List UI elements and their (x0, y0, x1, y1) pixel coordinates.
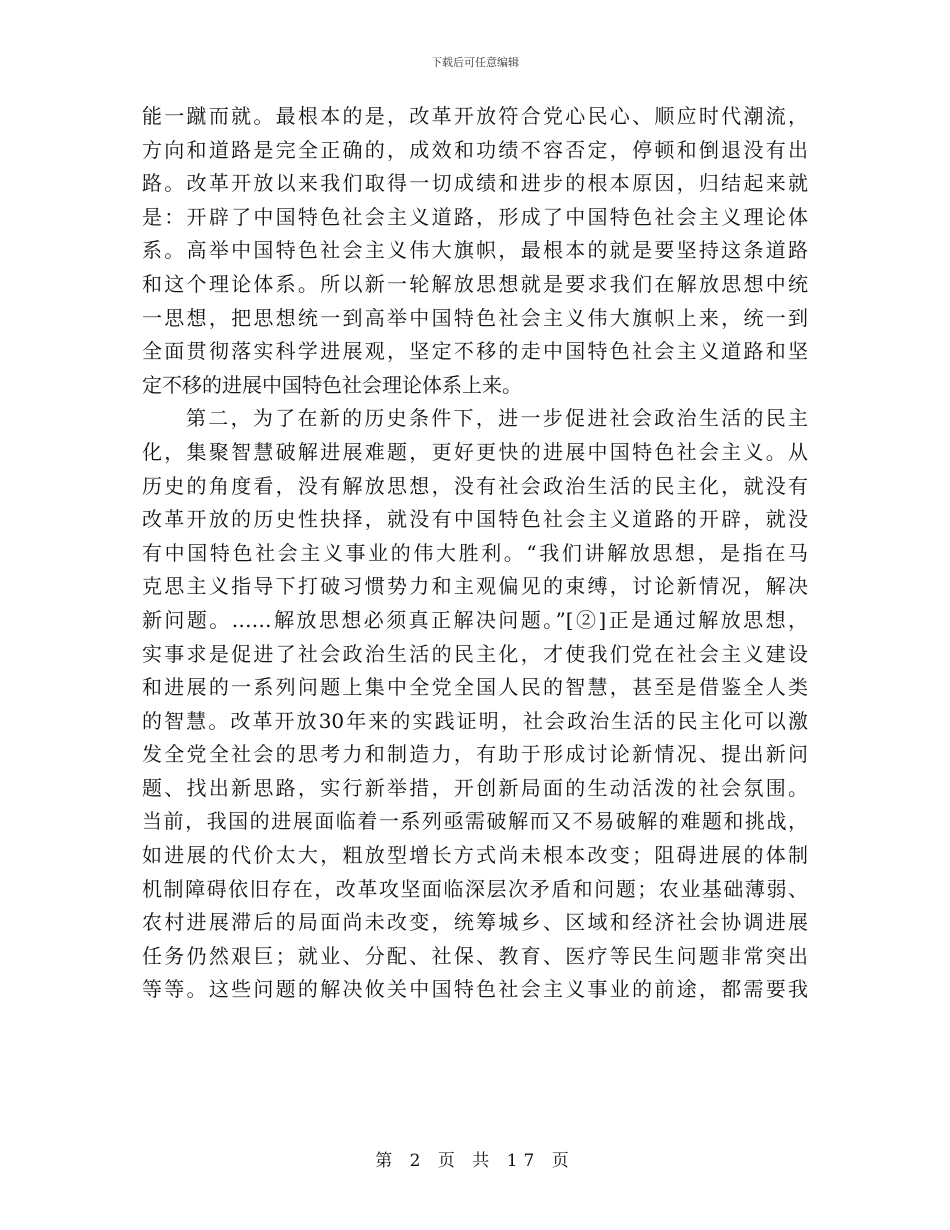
text-line: 和这个理论体系。所以新一轮解放思想就是要求我们在解放思想中统 (142, 271, 808, 296)
text-line: 全面贯彻落实科学进展观，坚定不移的走中国特色社会主义道路和坚 (142, 339, 808, 364)
text-line: 新问题。……解放思想必须真正解决问题。”[②]正是通过解放思想， (142, 607, 808, 632)
text-line: 农村进展滞后的局面尚未改变，统筹城乡、区域和经济社会协调进展 (142, 910, 808, 935)
text-line: 实事求是促进了社会政治生活的民主化，才使我们党在社会主义建设 (142, 641, 808, 666)
text-line: 有中国特色社会主义事业的伟大胜利。“我们讲解放思想，是指在马 (142, 540, 808, 565)
text-line: 第二，为了在新的历史条件下，进一步促进社会政治生活的民主 (186, 406, 808, 431)
text-line: 系。高举中国特色社会主义伟大旗帜，最根本的就是要坚持这条道路 (142, 238, 808, 263)
text-line: 和进展的一系列问题上集中全党全国人民的智慧，甚至是借鉴全人类 (142, 675, 808, 700)
text-line: 发全党全社会的思考力和制造力，有助于形成讨论新情况、提出新问 (142, 742, 808, 767)
text-line: 定不移的进展中国特色社会理论体系上来。 (142, 372, 522, 397)
text-line: 一思想，把思想统一到高举中国特色社会主义伟大旗帜上来，统一到 (142, 305, 808, 330)
paragraph (142, 402, 808, 1007)
text-line: 等等。这些问题的解决攸关中国特色社会主义事业的前途，都需要我 (142, 977, 808, 1002)
text-line: 改革开放的历史性抉择，就没有中国特色社会主义道路的开辟，就没 (142, 507, 808, 532)
page-footer: 第 2 页 共 17 页 (375, 1151, 575, 1171)
text-line: 机制障碍依旧存在，改革攻坚面临深层次矛盾和问题；农业基础薄弱、 (142, 876, 808, 901)
text-line: 是：开辟了中国特色社会主义道路，形成了中国特色社会主义理论体 (142, 204, 808, 229)
text-line: 克思主义指导下打破习惯势力和主观偏见的束缚，讨论新情况，解决 (142, 574, 808, 599)
body-text (142, 100, 808, 1007)
text-line: 化，集聚智慧破解进展难题，更好更快的进展中国特色社会主义。从 (142, 439, 808, 464)
paragraph (142, 100, 808, 402)
text-line: 如进展的代价太大，粗放型增长方式尚未根本改变；阻碍进展的体制 (142, 843, 808, 868)
text-line: 当前，我国的进展面临着一系列亟需破解而又不易破解的难题和挑战， (142, 809, 808, 834)
text-line: 历史的角度看，没有解放思想，没有社会政治生活的民主化，就没有 (142, 473, 808, 498)
text-line: 路。改革开放以来我们取得一切成绩和进步的根本原因，归结起来就 (142, 171, 808, 196)
text-line: 能一蹴而就。最根本的是，改革开放符合党心民心、顺应时代潮流， (142, 104, 808, 128)
text-line: 的智慧。改革开放30年来的实践证明，社会政治生活的民主化可以激 (142, 708, 808, 733)
text-line: 题、找出新思路，实行新举措，开创新局面的生动活泼的社会氛围。 (142, 775, 808, 800)
text-line: 方向和道路是完全正确的，成效和功绩不容否定，停顿和倒退没有出 (142, 137, 808, 162)
header-note: 下载后可任意编辑 (431, 56, 519, 69)
text-line: 任务仍然艰巨；就业、分配、社保、教育、医疗等民生问题非常突出 (142, 943, 808, 968)
